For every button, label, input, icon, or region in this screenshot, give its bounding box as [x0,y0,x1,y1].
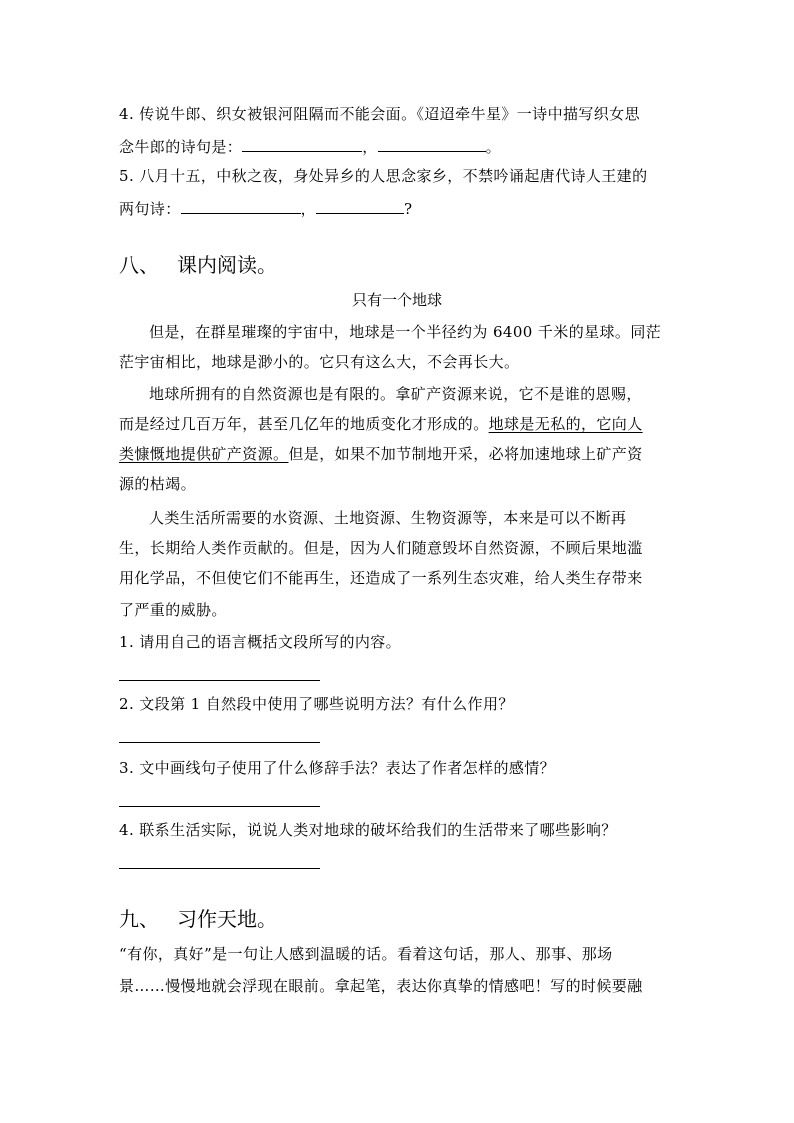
q4-blank-2[interactable] [378,136,486,152]
q5-end: ? [404,200,413,218]
reading-question-1: 1. 请用自己的语言概括文段所写的内容。 [119,633,402,651]
q4-line-2 [119,136,501,157]
passage-p2-line-1: 地球所拥有的自然资源也是有限的。拿矿产资源来说，它不是谁的恩赐， [149,385,642,403]
q5-prefix: 两句诗： [119,200,181,218]
passage-p2-line-3 [119,444,643,464]
q5-line-2 [119,198,412,219]
section-9-heading [119,906,277,932]
q4-blank-1[interactable] [242,136,362,152]
section-8-title: 课内阅读。 [177,253,277,277]
section-9-title: 习作天地。 [177,907,277,931]
passage-p2-line-2 [119,414,643,434]
passage-p2-plain: 而是经过几百万年，甚至几亿年的地质变化才形成的。 [119,415,489,433]
passage-p3-line-4: 了严重的威胁。 [119,601,227,619]
answer-line-3[interactable] [119,806,320,807]
underlined-sentence-part-1: 地球是无私的，它向人 [488,415,643,433]
section-8-heading [119,252,277,278]
answer-line-4[interactable] [119,868,320,869]
q4-end: 。 [485,138,502,156]
writing-prompt-line-2: 景……慢慢地就会浮现在眼前。拿起笔，表达你真挚的情感吧！写的时候要融 [119,977,643,995]
answer-line-2[interactable] [119,742,320,743]
passage-p2-plain-2: 但是，如果不加节制地开采，必将加速地球上矿产资 [288,445,643,463]
section-8-number: 八、 [119,253,159,277]
q5-line-1: 5. 八月十五，中秋之夜，身处异乡的人思念家乡，不禁吟诵起唐代诗人王建的 [119,167,648,185]
passage-p3-line-3: 用化学品，不但使它们不能再生，还造成了一系列生态灾难，给人类生存带来 [119,569,643,587]
reading-question-2: 2. 文段第 1 自然段中使用了哪些说明方法？有什么作用？ [119,695,514,713]
passage-p3-line-2: 生，长期给人类作贡献的。但是，因为人们随意毁坏自然资源，不顾后果地滥 [119,539,643,557]
q5-blank-1[interactable] [181,198,301,214]
passage-p3-line-1: 人类生活所需要的水资源、土地资源、生物资源等，本来是可以不断再 [149,509,627,527]
q5-comma: ， [300,200,317,218]
writing-prompt-line-1: “有你，真好”是一句让人感到温暖的话。看着这句话，那人、那事、那场 [119,945,613,963]
passage-p2-line-4: 源的枯竭。 [119,475,197,493]
reading-question-4: 4. 联系生活实际，说说人类对地球的破坏给我们的生活带来了哪些影响？ [119,821,617,839]
q4-comma: ， [362,138,378,156]
passage-p1-line-2: 茫宇宙相比，地球是渺小的。它只有这么大，不会再长大。 [119,353,520,371]
q4-line-1: 4. 传说牛郎、织女被银河阻隔而不能会面。《迢迢牵牛星》一诗中描写织女思 [119,105,640,123]
section-9-number: 九、 [119,907,159,931]
passage-title: 只有一个地球 [351,291,442,309]
underlined-sentence-part-2: 类慷慨地提供矿产资源。 [119,445,289,463]
reading-question-3: 3. 文中画线句子使用了什么修辞手法？表达了作者怎样的感情？ [119,759,556,777]
q5-blank-2[interactable] [316,198,404,214]
passage-p1-line-1: 但是，在群星璀璨的宇宙中，地球是一个半径约为 6400 千米的星球。同茫 [149,323,662,341]
answer-line-1[interactable] [119,680,320,681]
q4-prefix: 念牛郎的诗句是： [119,138,243,156]
